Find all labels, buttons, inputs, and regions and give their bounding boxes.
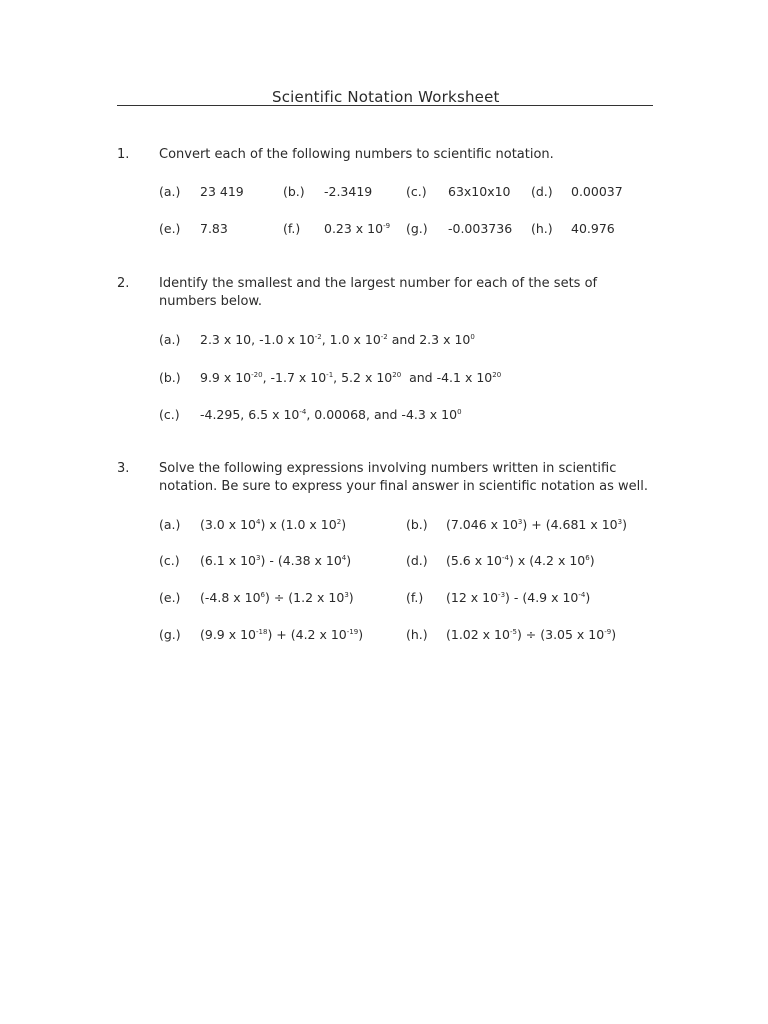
q3-h-e2: -9 (604, 628, 612, 636)
q3-h-e1: -5 (509, 628, 517, 636)
q3-g-p1: (9.9 x 10 (200, 627, 257, 642)
q3-h-p3: ) (611, 627, 617, 642)
q2-c-label: (c.) (159, 407, 180, 422)
q3-c-e2: 4 (341, 554, 347, 562)
q3-f-e2: -4 (578, 591, 586, 599)
q2-b-p1: 9.9 x 10 (200, 370, 252, 385)
q2-prompt-line1: Identify the smallest and the largest number for each of the sets of (159, 276, 598, 291)
q3-f-p3: ) (585, 590, 591, 605)
q2-b-e2: -1 (326, 371, 334, 379)
q1-d-value: 0.00037 (571, 184, 623, 199)
q3-h-p2: ) ÷ (3.05 x 10 (516, 627, 605, 642)
q1-a-value: 23 419 (200, 184, 244, 199)
q3-g-p2: ) + (4.2 x 10 (267, 627, 347, 642)
q1-b-label: (b.) (283, 184, 305, 199)
q3-e-p1: (-4.8 x 10 (200, 590, 261, 605)
q2-c-e1: -4 (299, 408, 307, 416)
q3-e-e2: 3 (344, 591, 349, 599)
q3-prompt (159, 460, 648, 496)
q3-e-expr (200, 590, 354, 605)
q2-a-p3: and 2.3 x 10 (387, 332, 471, 347)
q3-f-p2: ) - (4.9 x 10 (505, 590, 579, 605)
q3-b-label: (b.) (406, 517, 428, 532)
q3-c-expr (200, 553, 351, 568)
q3-h-p1: (1.02 x 10 (446, 627, 510, 642)
q1-b-value: -2.3419 (324, 184, 373, 199)
q2-b-e3: 20 (392, 371, 402, 379)
q3-g-p3: ) (358, 627, 364, 642)
q2-c-p1: -4.295, 6.5 x 10 (200, 407, 300, 422)
q2-a-e2: -2 (380, 333, 388, 341)
q3-d-p1: (5.6 x 10 (446, 553, 503, 568)
q3-prompt-line2: notation. Be sure to express your final answer in scientific notation as well. (159, 479, 648, 494)
q1-f-base: 0.23 x 10 (324, 221, 384, 236)
q3-d-label: (d.) (406, 553, 428, 568)
q3-g-e1: -18 (256, 628, 268, 636)
q3-c-label: (c.) (159, 553, 180, 568)
q1-prompt (159, 146, 554, 164)
q3-d-p2: ) x (4.2 x 10 (509, 553, 586, 568)
q3-b-p3: ) (622, 517, 627, 532)
q1-prompt-text: Convert each of the following numbers to scientific notation. (159, 147, 554, 162)
q1-c-label: (c.) (406, 184, 427, 199)
q3-f-p1: (12 x 10 (446, 590, 499, 605)
q2-a-set (200, 332, 475, 347)
q2-a-e3: 0 (470, 333, 475, 341)
q3-c-e1: 3 (256, 554, 261, 562)
q1-e-value: 7.83 (200, 221, 228, 236)
q3-a-p2: ) x (1.0 x 10 (260, 517, 337, 532)
q3-b-e2: 3 (617, 518, 623, 526)
q3-a-label: (a.) (159, 517, 181, 532)
q1-d-label: (d.) (531, 184, 553, 199)
worksheet-title: Scientific Notation Worksheet (272, 88, 500, 106)
q3-e-label: (e.) (159, 590, 181, 605)
q3-g-e2: -19 (346, 628, 359, 636)
q1-e-label: (e.) (159, 221, 181, 236)
q1-g-value: -0.003736 (448, 221, 513, 236)
q3-d-e1: -4 (502, 554, 509, 562)
q2-c-p2: , 0.00068, and -4.3 x 10 (306, 407, 458, 422)
q2-b-e1: -20 (251, 371, 263, 379)
q3-a-p3: ) (341, 517, 347, 532)
q2-c-e2: 0 (457, 408, 462, 416)
q2-number: 2. (117, 276, 130, 291)
q1-h-value: 40.976 (571, 221, 615, 236)
q3-h-expr (446, 627, 616, 642)
q2-b-p3: , 5.2 x 10 (333, 370, 393, 385)
q2-prompt (159, 275, 597, 311)
q1-g-label: (g.) (406, 221, 428, 236)
q2-a-p2: , 1.0 x 10 (321, 332, 381, 347)
q3-b-e1: 3 (517, 518, 523, 526)
q2-b-set (200, 370, 501, 385)
q3-e-e1: 6 (260, 591, 265, 599)
q3-number: 3. (117, 461, 130, 476)
q3-prompt-line1: Solve the following expressions involving numbers written in scientific (159, 461, 617, 476)
q2-b-e4: 20 (492, 371, 502, 379)
q3-d-e2: 6 (585, 554, 590, 562)
q1-c-value: 63x10x10 (448, 184, 511, 199)
q2-a-label: (a.) (159, 332, 181, 347)
q3-c-p2: ) - (4.38 x 10 (260, 553, 342, 568)
title-underline (117, 105, 653, 106)
q1-h-label: (h.) (531, 221, 553, 236)
q3-a-expr (200, 517, 346, 532)
q3-d-p3: ) (589, 553, 595, 568)
q3-f-label: (f.) (406, 590, 424, 605)
q2-b-p2: , -1.7 x 10 (262, 370, 327, 385)
q3-a-p1: (3.0 x 10 (200, 517, 257, 532)
q2-b-p4: and -4.1 x 10 (401, 370, 493, 385)
q3-g-label: (g.) (159, 627, 181, 642)
q3-b-p1: (7.046 x 10 (446, 517, 518, 532)
q3-b-expr (446, 517, 627, 532)
q2-c-set (200, 407, 462, 422)
q1-f-label: (f.) (283, 221, 301, 236)
q2-a-e1: -2 (314, 333, 322, 341)
q2-a-p1: 2.3 x 10, -1.0 x 10 (200, 332, 315, 347)
q3-f-expr (446, 590, 590, 605)
q1-number: 1. (117, 147, 130, 162)
q1-f-value (324, 221, 390, 236)
q2-b-label: (b.) (159, 370, 181, 385)
q3-c-p1: (6.1 x 10 (200, 553, 257, 568)
q3-a-e1: 4 (256, 518, 261, 526)
q3-h-label: (h.) (406, 627, 428, 642)
q3-f-e1: -3 (498, 591, 506, 599)
q3-e-p2: ) ÷ (1.2 x 10 (265, 590, 345, 605)
q1-a-label: (a.) (159, 184, 181, 199)
q3-e-p3: ) (348, 590, 354, 605)
q3-d-expr (446, 553, 595, 568)
q3-b-p2: ) + (4.681 x 10 (522, 517, 618, 532)
q2-prompt-line2: numbers below. (159, 294, 263, 309)
q3-a-e2: 2 (336, 518, 342, 526)
q3-g-expr (200, 627, 363, 642)
q1-f-exponent: -9 (383, 222, 391, 230)
q3-c-p3: ) (346, 553, 352, 568)
